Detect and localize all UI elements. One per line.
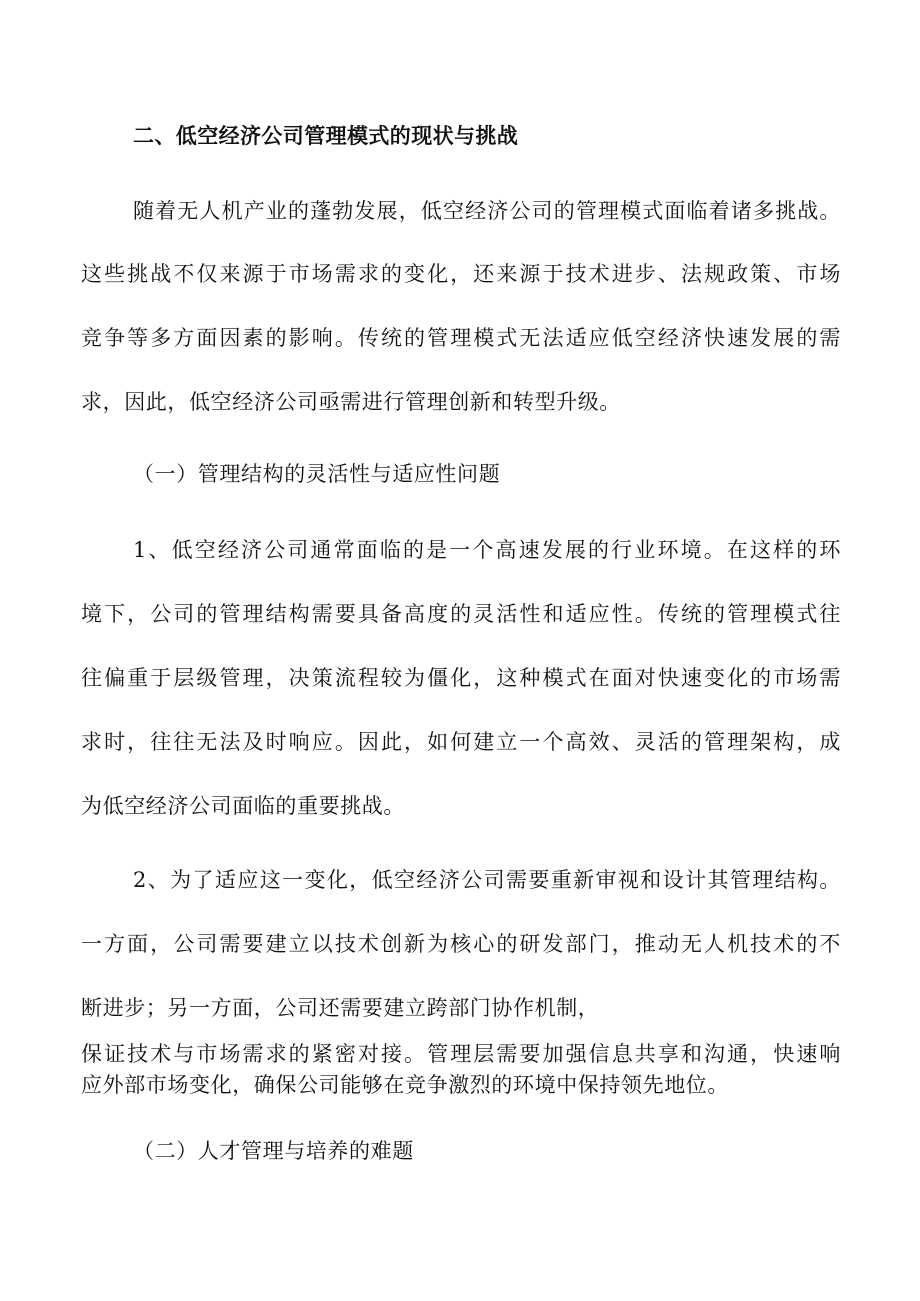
intro-line-1: 随着无人机产业的蓬勃发展，低空经济公司的管理模式面临着诸多挑战。	[133, 199, 841, 223]
para2-line-5: 应外部市场变化，确保公司能够在竞争激烈的环境中保持领先地位。	[81, 1073, 729, 1097]
intro-line-3: 竞争等多方面因素的影响。传统的管理模式无法适应低空经济快速发展的需	[81, 326, 841, 350]
intro-line-2: 这些挑战不仅来源于市场需求的变化，还来源于技术进步、法规政策、市场	[81, 262, 841, 286]
para2-line-1: 2、为了适应这一变化，低空经济公司需要重新审视和设计其管理结构。	[133, 868, 841, 892]
para2-line-2: 一方面，公司需要建立以技术创新为核心的研发部门，推动无人机技术的不	[81, 932, 841, 956]
subsection-title-1: （一）管理结构的灵活性与适应性问题	[133, 462, 501, 486]
para1-line-3: 往偏重于层级管理，决策流程较为僵化，这种模式在面对快速变化的市场需	[81, 666, 841, 690]
para1-line-5: 为低空经济公司面临的重要挑战。	[81, 794, 405, 818]
para2-line-3: 断进步；另一方面，公司还需要建立跨部门协作机制，	[81, 996, 600, 1020]
section-heading: 二、低空经济公司管理模式的现状与挑战	[133, 123, 519, 148]
para1-line-1: 1、低空经济公司通常面临的是一个高速发展的行业环境。在这样的环	[133, 538, 841, 562]
subsection-title-2: （二）人才管理与培养的难题	[133, 1139, 414, 1163]
intro-line-4: 求，因此，低空经济公司亟需进行管理创新和转型升级。	[81, 390, 621, 414]
para2-line-4: 保证技术与市场需求的紧密对接。管理层需要加强信息共享和沟通，快速响	[81, 1042, 841, 1066]
para1-line-4: 求时，往往无法及时响应。因此，如何建立一个高效、灵活的管理架构，成	[81, 730, 841, 754]
para1-line-2: 境下，公司的管理结构需要具备高度的灵活性和适应性。传统的管理模式往	[81, 602, 841, 626]
